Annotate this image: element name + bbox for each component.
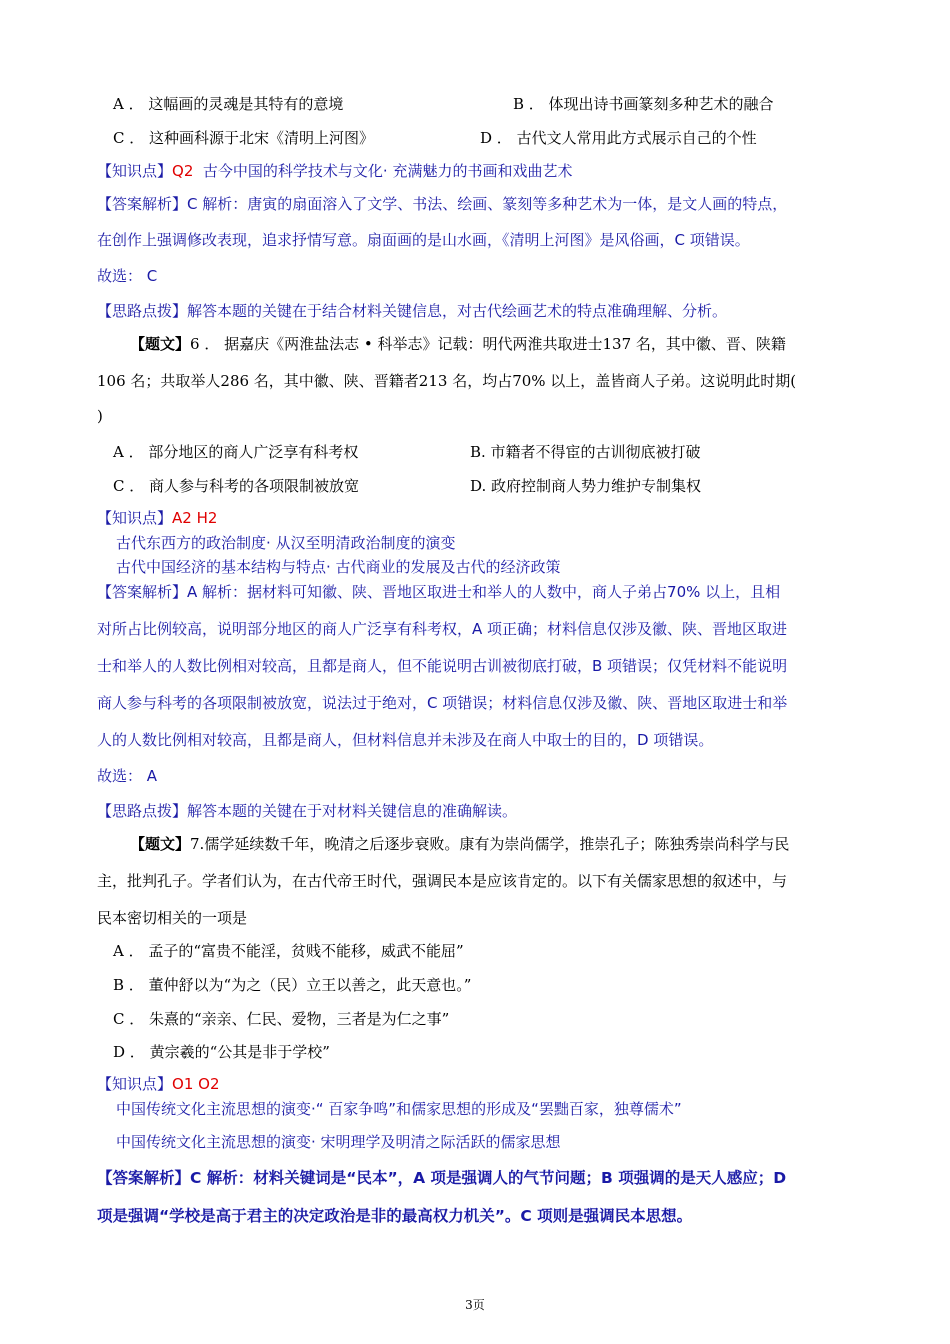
kp-label: 【知识点】: [97, 162, 173, 180]
q6-stem-line-2: 106 名；共取举人286 名，其中徽、陕、晋籍者213 名，均占70% 以上，盖皆商人子弟。这说明此时期(: [97, 372, 797, 390]
kp-label: 【知识点】: [97, 1075, 173, 1093]
q6-answer-line-2: 对所占比例较高，说明部分地区的商人广泛享有科考权，A 项正确；材料信息仅涉及徽、陕、晋地区取进: [97, 620, 788, 638]
q6-label: 【题文】: [130, 335, 191, 353]
q5-answer-line-1: 【答案解析】C 解析：唐寅的扇面溶入了文学、书法、绘画、篆刻等多种艺术为一体，是文人画的特点，: [97, 195, 788, 213]
q6-option-d: D. 政府控制商人势力维护专制集权: [470, 477, 702, 495]
q6-answer-line-3: 士和举人的人数比例相对较高，且都是商人，但不能说明古训被彻底打破，B 项错误；仅凭材料不能说明: [97, 657, 788, 675]
q6-select: 故选： A: [97, 767, 158, 785]
q7-kp-text-2: 中国传统文化主流思想的演变· 宋明理学及明清之际活跃的儒家思想: [116, 1133, 561, 1151]
q5-select: 故选： C: [97, 267, 158, 285]
q6-knowledge-point: [97, 508, 217, 528]
q6-tip: 【思路点拨】解答本题的关键在于对材料关键信息的准确解读。: [97, 802, 518, 820]
q6-answer-line-4: 商人参与科考的各项限制被放宽，说法过于绝对，C 项错误；材料信息仅涉及徽、陕、晋地区取进士和举: [97, 694, 788, 712]
q6-kp-text-1: 古代东西方的政治制度· 从汉至明清政治制度的演变: [116, 534, 456, 552]
q6-option-c: C ． 商人参与科考的各项限制被放宽: [113, 477, 360, 495]
q5-tip: 【思路点拨】解答本题的关键在于结合材料关键信息，对古代绘画艺术的特点准确理解、分析。: [97, 302, 728, 320]
q6-line1-text: 6 ． 据嘉庆《两淮盐法志 • 科举志》记载：明代两淮共取进士137 名，其中徽、晋、陕籍: [190, 335, 786, 353]
q6-option-b: B. 市籍者不得宦的古训彻底被打破: [470, 443, 701, 461]
q7-label: 【题文】: [130, 835, 191, 853]
page-number: 3页: [465, 1298, 485, 1312]
q5-option-b: B ． 体现出诗书画篆刻多种艺术的融合: [513, 95, 774, 113]
q5-option-d: D ． 古代文人常用此方式展示自己的个性: [480, 129, 757, 147]
q7-stem-line-3: 民本密切相关的一项是: [97, 909, 248, 927]
q7-option-a: A ． 孟子的“富贵不能淫，贫贱不能移，威武不能屈”: [113, 942, 464, 960]
kp-code: O1 O2: [172, 1075, 220, 1093]
q6-kp-text-2: 古代中国经济的基本结构与特点· 古代商业的发展及古代的经济政策: [116, 558, 561, 576]
kp-text: 古今中国的科学技术与文化· 充满魅力的书画和戏曲艺术: [202, 162, 573, 180]
q6-answer-line-1: 【答案解析】A 解析：据材料可知徽、陕、晋地区取进士和举人的人数中，商人子弟占70% 以上，且相: [97, 583, 781, 601]
q6-option-a: A ． 部分地区的商人广泛享有科考权: [113, 443, 359, 461]
q6-stem-line-1: [130, 334, 786, 354]
q7-option-d: D ． 黄宗羲的“公其是非于学校”: [113, 1043, 330, 1061]
q7-stem-line-1: [130, 834, 789, 854]
q6-answer-line-5: 人的人数比例相对较高，且都是商人，但材料信息并未涉及在商人中取士的目的，D 项错误。: [97, 731, 714, 749]
q7-stem-line-2: 主，批判孔子。学者们认为，在古代帝王时代，强调民本是应该肯定的。以下有关儒家思想的叙述中，与: [97, 872, 788, 890]
q7-knowledge-point: [97, 1074, 219, 1094]
q5-answer-line-2: 在创作上强调修改表现，追求抒情写意。扇面画的是山水画，《清明上河图》是风俗画，C 项错误。: [97, 231, 750, 249]
kp-label: 【知识点】: [97, 509, 173, 527]
kp-code: A2 H2: [172, 509, 218, 527]
q7-line1-text: 7.儒学延续数千年，晚清之后逐步衰败。康有为崇尚儒学，推崇孔子；陈独秀崇尚科学与民: [190, 835, 790, 853]
kp-code: Q2: [172, 162, 194, 180]
q5-option-c: C ． 这种画科源于北宋《清明上河图》: [113, 129, 375, 147]
q5-option-a: A ． 这幅画的灵魂是其特有的意境: [113, 95, 344, 113]
q7-answer-line-1: 【答案解析】C 解析：材料关键词是“民本”，A 项是强调人的气节问题；B 项强调的是天人感应；D: [97, 1169, 787, 1187]
q7-option-c: C ． 朱熹的“亲亲、仁民、爱物，三者是为仁之事”: [113, 1010, 450, 1028]
q7-option-b: B ． 董仲舒以为“为之（民）立王以善之，此天意也。”: [113, 976, 472, 994]
q7-kp-text-1: 中国传统文化主流思想的演变·“ 百家争鸣”和儒家思想的形成及“罢黜百家，独尊儒术”: [116, 1100, 682, 1118]
q5-knowledge-point: [97, 161, 572, 181]
q6-stem-line-3: ): [97, 407, 103, 425]
q7-answer-line-2: 项是强调“学校是高于君主的决定政治是非的最高权力机关”。C 项则是强调民本思想。: [97, 1207, 693, 1225]
